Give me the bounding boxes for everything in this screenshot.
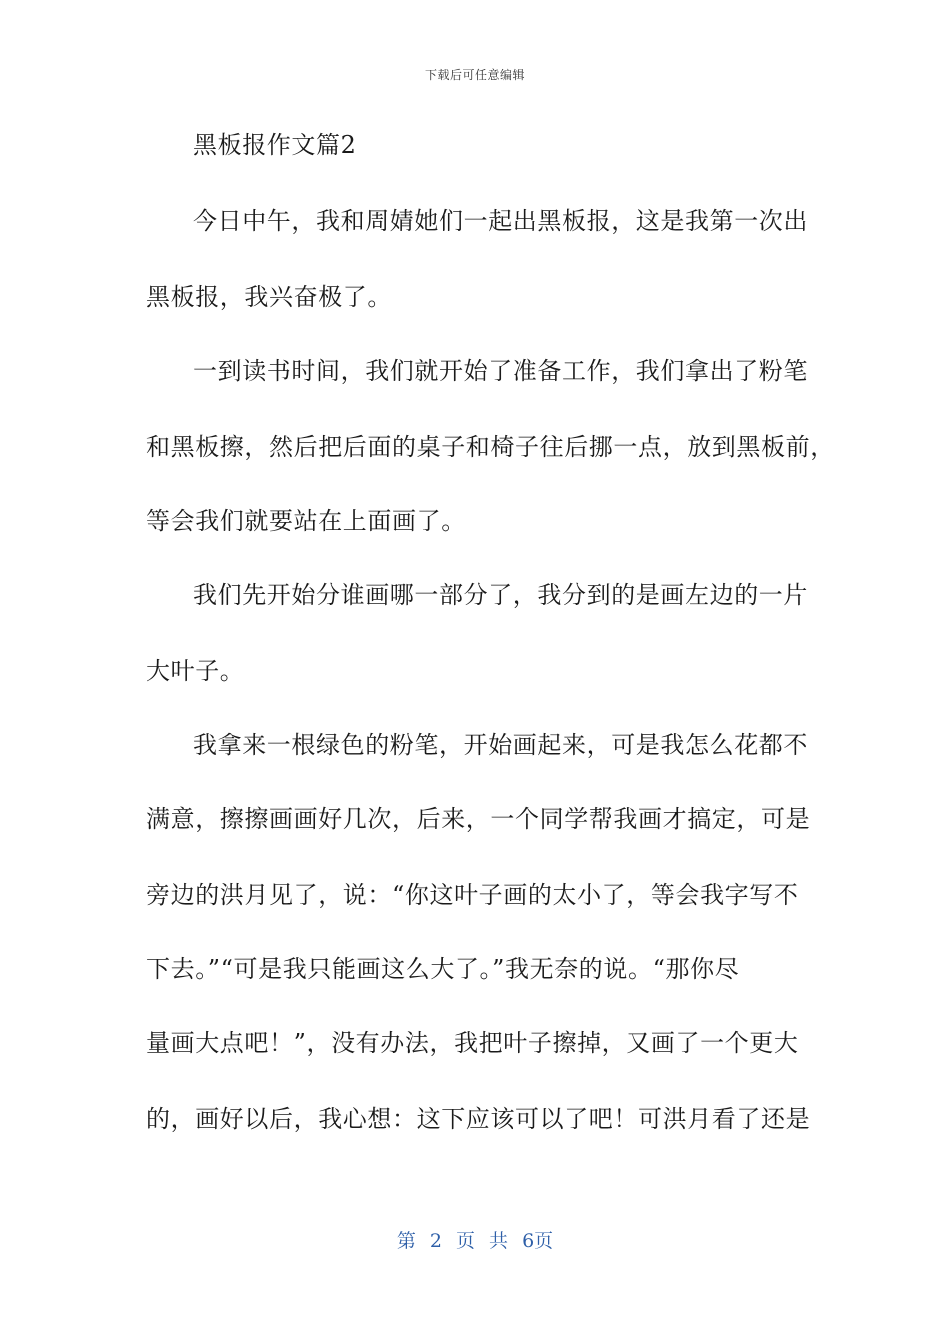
text-line: 大叶子。 — [146, 657, 245, 685]
page-number-footer: 第 2 页 共 6页 — [396, 1230, 554, 1252]
text-line: 一到读书时间，我们就开始了准备工作，我们拿出了粉笔 — [193, 357, 808, 385]
text-line: 下去。”“可是我只能画这么大了。”我无奈的说。“那你尽 — [146, 955, 740, 983]
text-line: 我拿来一根绿色的粉笔，开始画起来，可是我怎么花都不 — [193, 731, 808, 759]
text-line: 黑板报，我兴奋极了。 — [146, 283, 392, 311]
text-line: 和黑板擦，然后把后面的桌子和椅子往后挪一点，放到黑板前， — [146, 433, 835, 461]
page-header: 下载后可任意编辑 — [424, 68, 525, 82]
text-line: 我们先开始分谁画哪一部分了，我分到的是画左边的一片 — [193, 581, 808, 609]
text-line: 的，画好以后，我心想：这下应该可以了吧！可洪月看了还是 — [146, 1105, 811, 1133]
text-line: 满意，擦擦画画好几次，后来，一个同学帮我画才搞定，可是 — [146, 805, 811, 833]
text-line: 量画大点吧！”，没有办法，我把叶子擦掉，又画了一个更大 — [146, 1029, 799, 1057]
section-title: 黑板报作文篇2 — [193, 131, 357, 159]
text-line: 等会我们就要站在上面画了。 — [146, 507, 466, 535]
text-line: 旁边的洪月见了，说：“你这叶子画的太小了，等会我字写不 — [146, 881, 799, 909]
text-line: 今日中午，我和周婧她们一起出黑板报，这是我第一次出 — [193, 207, 808, 235]
